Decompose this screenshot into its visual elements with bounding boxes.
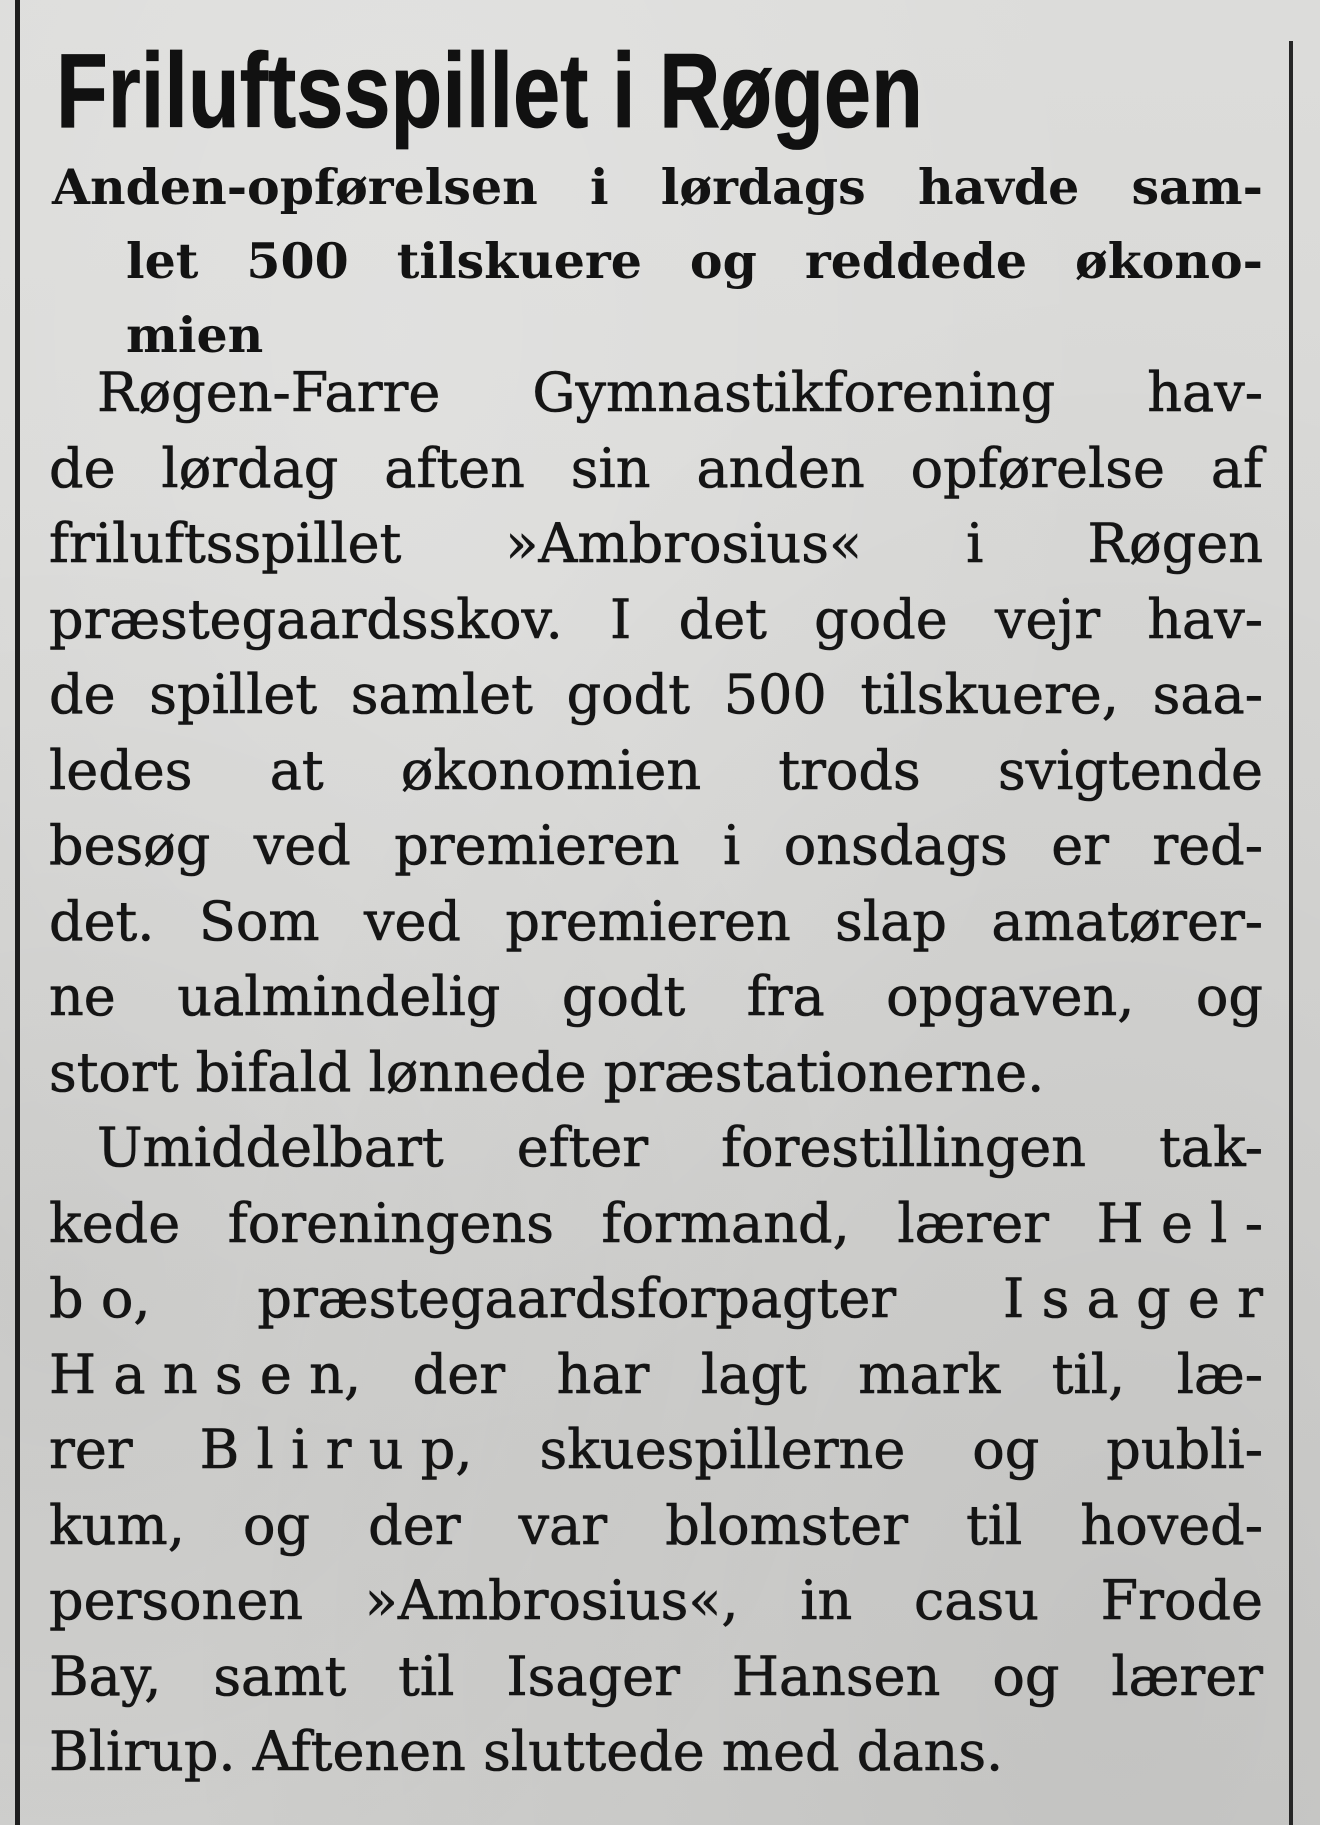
text-line: ne ualmindelig godt fra opgaven, og: [49, 965, 1263, 1028]
text-line: de spillet samlet godt 500 tilskuere, saa-: [49, 663, 1263, 726]
text-line: [49, 1186, 1281, 1262]
text-line: [49, 1412, 1263, 1488]
text-segment: Umiddelbart efter forestillingen tak-: [97, 1116, 1263, 1179]
text-segment: personen »Ambrosius«, in casu Frode: [49, 1569, 1263, 1632]
letterspaced-name: Hansen: [49, 1342, 362, 1406]
text-line: [49, 1261, 1281, 1337]
headline: Friluftsspillet i Røgen: [56, 32, 923, 150]
paragraph-1: [49, 355, 1263, 1110]
text-line: besøg ved premieren i onsdags er red-: [49, 814, 1263, 877]
letterspaced-name: bo: [49, 1267, 151, 1330]
text-segment: kum, og der var blomster til hoved-: [49, 1493, 1263, 1557]
text-line: Røgen-Farre Gymnastikforening hav-: [97, 361, 1263, 424]
text-segment: , skuespillerne og publi-: [455, 1418, 1263, 1481]
text-line: [49, 1639, 1263, 1715]
text-segment: Bay, samt til Isager Hansen og lærer: [49, 1644, 1263, 1708]
article-body: [49, 355, 1281, 1790]
text-line: [49, 1337, 1263, 1413]
text-segment: Blirup. Aftenen sluttede med dans.: [49, 1720, 1004, 1783]
letterspaced-name: Blirup: [199, 1418, 473, 1481]
text-segment: , der har lagt mark til, læ-: [343, 1342, 1263, 1406]
text-line: det. Som ved premieren slap amatører-: [49, 889, 1263, 953]
subheadline-line: let 500 tilskuere og reddede økono-: [126, 232, 1263, 290]
text-line: ledes at økonomien trods svigtende: [49, 738, 1263, 802]
text-line: de lørdag aften sin anden opførelse af: [49, 436, 1263, 500]
text-line: [49, 1714, 1263, 1790]
letterspaced-name: Hel-: [1096, 1191, 1281, 1255]
text-line: præstegaardsskov. I det gode vejr hav-: [49, 587, 1263, 651]
paragraph-2: [49, 1110, 1281, 1790]
text-line: stort bifald lønnede præstationerne.: [49, 1040, 1045, 1104]
text-segment: , præstegaardsforpagter: [133, 1267, 1003, 1330]
text-line: [49, 1488, 1263, 1564]
left-column-rule: [15, 0, 20, 1825]
subheadline-line: mien: [126, 306, 264, 364]
right-column-rule: [1289, 41, 1293, 1825]
text-line: [49, 1110, 1263, 1186]
text-segment: rer: [49, 1418, 200, 1481]
text-segment: kede foreningens formand, lærer: [49, 1191, 1097, 1255]
letterspaced-name: Isager: [1003, 1267, 1281, 1330]
text-line: [49, 1563, 1263, 1639]
text-line: friluftsspillet »Ambrosius« i Røgen: [49, 512, 1263, 575]
subheadline: [52, 150, 1263, 372]
subheadline-line: Anden-opførelsen i lørdags havde sam-: [52, 158, 1263, 216]
